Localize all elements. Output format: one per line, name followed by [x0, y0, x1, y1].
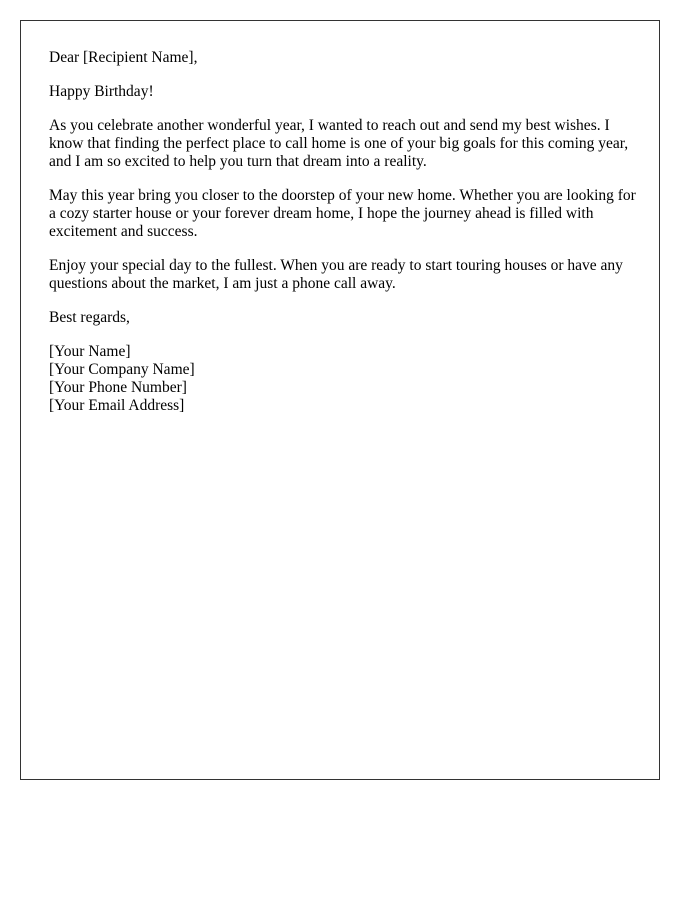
letter-page: [20, 20, 660, 780]
salutation: Dear [Recipient Name],: [49, 49, 198, 66]
birthday-greeting: Happy Birthday!: [49, 83, 154, 100]
signature-email: [Your Email Address]: [49, 397, 185, 414]
paragraph-wishes: As you celebrate another wonderful year, I wanted to reach out and send my best wishes. I know that finding the perfect place to call home is one of your big goals for this coming year, and I am so excited to help you turn that dream into a reality.: [49, 117, 629, 170]
signature-company: [Your Company Name]: [49, 361, 195, 378]
signature-phone: [Your Phone Number]: [49, 379, 187, 396]
closing: Best regards,: [49, 309, 130, 326]
paragraph-new-home: May this year bring you closer to the doorstep of your new home. Whether you are looking for a cozy starter house or your forever dream home, I hope the journey ahead is filled with excitement and success.: [49, 187, 636, 240]
signature-name: [Your Name]: [49, 343, 131, 360]
signature-block: [49, 343, 639, 415]
paragraph-closing-offer: Enjoy your special day to the fullest. When you are ready to start touring houses or have any questions about the market, I am just a phone call away.: [49, 257, 623, 292]
letter-body: [49, 49, 639, 415]
